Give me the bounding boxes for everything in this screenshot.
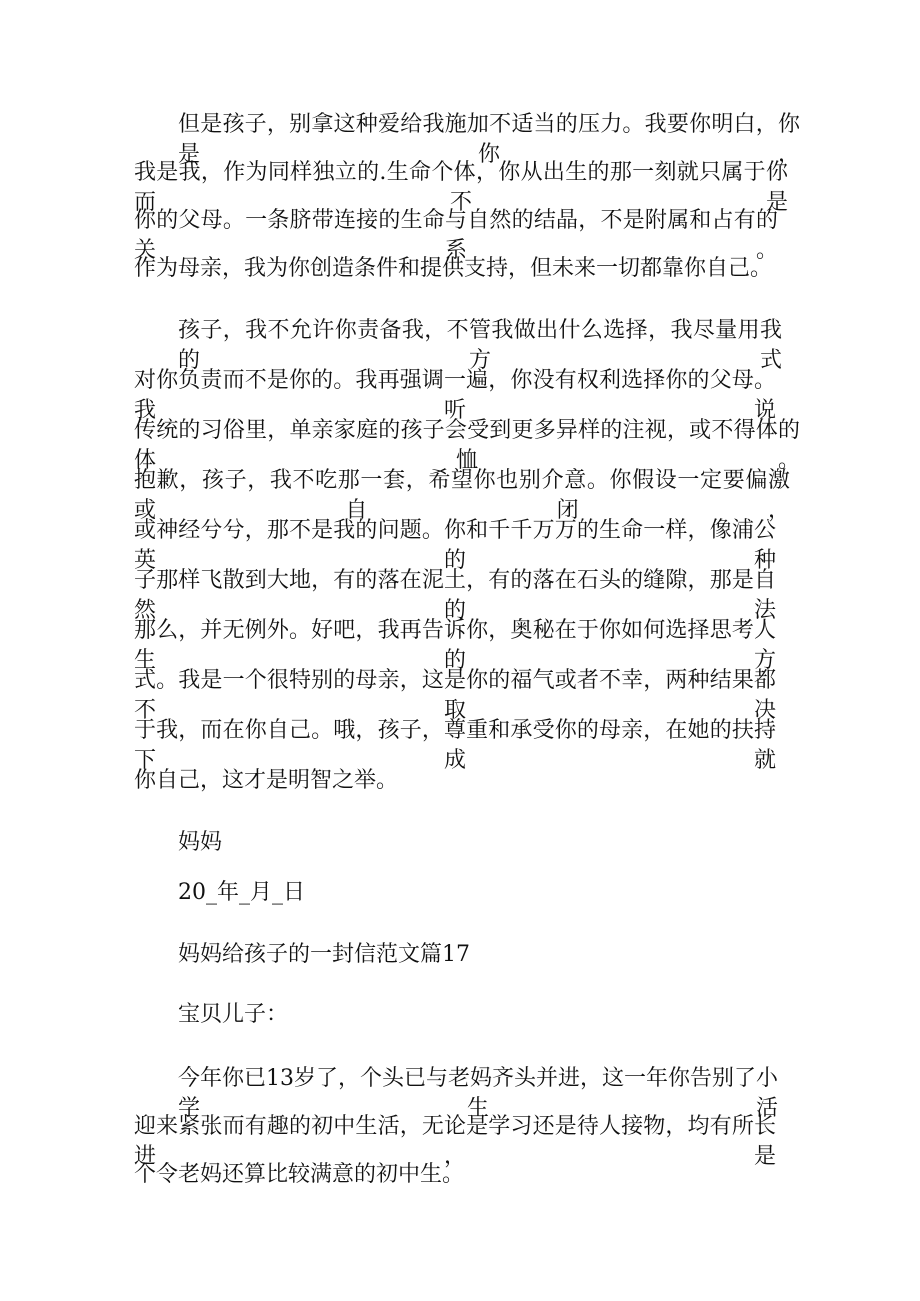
paragraph-2-line-4: 抱歉，孩子，我不吃那一套，希望你也别介意。你假设一定要偏激或自闭， xyxy=(134,468,790,523)
paragraph-2-line-3: 传统的习俗里，单亲家庭的孩子会受到更多异样的注视，或不得体的体恤。 xyxy=(134,418,800,473)
paragraph-3-line-1: 今年你已13岁了，个头已与老妈齐头并进，这一年你告别了小学生活 xyxy=(178,1066,778,1121)
paragraph-3-line-2: 迎来紧张而有趣的初中生活，无论是学习还是待人接物，均有所长进，是 xyxy=(134,1114,776,1169)
paragraph-2-line-10: 你自己，这才是明智之举。 xyxy=(134,768,399,793)
section-heading: 妈妈给孩子的一封信范文篇17 xyxy=(178,942,470,967)
paragraph-2-line-7: 那么，并无例外。好吧，我再告诉你，奥秘在于你如何选择思考人生的方 xyxy=(134,618,776,673)
paragraph-1-line-2: 我是我，作为同样独立的.生命个体，你从出生的那一刻就只属于你而不是 xyxy=(134,160,788,215)
paragraph-3-line-3: 个令老妈还算比较满意的初中生。 xyxy=(134,1162,465,1187)
paragraph-2-line-5: 或神经兮兮，那不是我的问题。你和千千万万的生命一样，像浦公英的种 xyxy=(134,518,776,573)
paragraph-2-line-9: 于我，而在你自己。哦，孩子，尊重和承受你的母亲，在她的扶持下成就 xyxy=(134,718,776,773)
paragraph-1-line-1: 但是孩子，别拿这种爱给我施加不适当的压力。我要你明白，你是你， xyxy=(178,112,800,167)
paragraph-2-line-1: 孩子，我不允许你责备我，不管我做出什么选择，我尽量用我的方式 xyxy=(178,318,782,373)
paragraph-1-line-4: 作为母亲，我为你创造条件和提供支持，但未来一切都靠你自己。 xyxy=(134,256,773,281)
paragraph-2-line-2: 对你负责而不是你的。我再强调一遍，你没有权利选择你的父母。我听说 xyxy=(134,368,776,423)
salutation: 宝贝儿子： xyxy=(178,1002,289,1027)
paragraph-2-line-6: 子那样飞散到大地，有的落在泥土，有的落在石头的缝隙，那是自然的法 xyxy=(134,568,776,623)
paragraph-1-line-3: 你的父母。一条脐带连接的生命与自然的结晶，不是附属和占有的关系。 xyxy=(134,208,778,263)
signature: 妈妈 xyxy=(178,830,223,855)
paragraph-2-line-8: 式。我是一个很特别的母亲，这是你的福气或者不幸，两种结果都不取决 xyxy=(134,668,776,723)
date: 20_年_月_日 xyxy=(178,880,305,905)
